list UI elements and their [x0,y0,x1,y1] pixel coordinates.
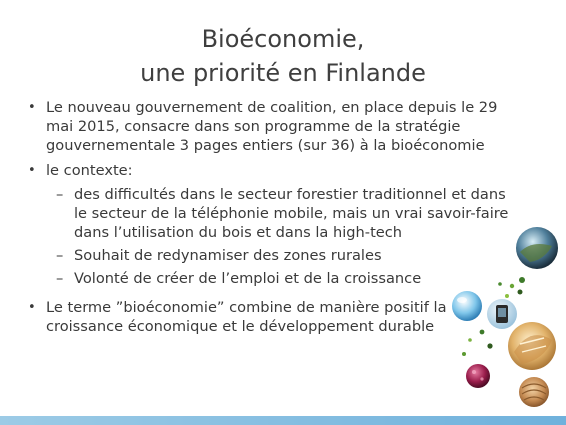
smartphone-image [487,299,517,329]
berry-image [466,364,490,388]
bullet-text-line: Le nouveau gouvernement de coalition, en place depuis le 29 [46,99,498,116]
bullet-text-line: Le terme ”bioéconomie” combine de manière positif la [46,299,447,316]
image-collage [440,222,566,412]
bread-image [508,322,556,370]
bullet-text-line: croissance économique et le développement durable [46,318,435,335]
sub-bullet-text-line: Souhait de redynamiser des zones rurales [74,247,382,264]
wood-ball-image [519,377,549,407]
dash-marker: – [56,247,64,264]
bullet-dot: • [28,163,36,178]
globe-image [516,227,558,269]
dash-marker: – [56,270,64,287]
sub-bullet-text-line: dans l’utilisation du bois et dans la high-tech [74,224,403,241]
sub-bullet-text-line: le secteur de la téléphonie mobile, mais un vrai savoir-faire [74,205,509,222]
bullet-text-line: gouvernementale 3 pages entiers (sur 36) à la bioéconomie [46,137,485,154]
bullet-text-line: mai 2015, consacre dans son programme de la stratégie [46,118,461,135]
bullet-dot: • [28,300,36,315]
title-line-1: Bioéconomie, [201,25,365,53]
bullet-item [28,98,538,155]
sub-bullet-text-line: des difficultés dans le secteur forestier traditionnel et dans [74,186,506,203]
dash-marker: – [56,186,64,203]
slide-title [0,22,566,90]
bullet-item [28,161,538,180]
title-line-2: une priorité en Finlande [140,59,426,87]
sub-bullet-text-line: Volonté de créer de l’emploi et de la croissance [74,270,422,287]
bullet-text-line: le contexte: [46,162,133,179]
footer-accent-bar [0,416,566,425]
sphere-image [452,291,482,321]
bullet-dot: • [28,100,36,115]
